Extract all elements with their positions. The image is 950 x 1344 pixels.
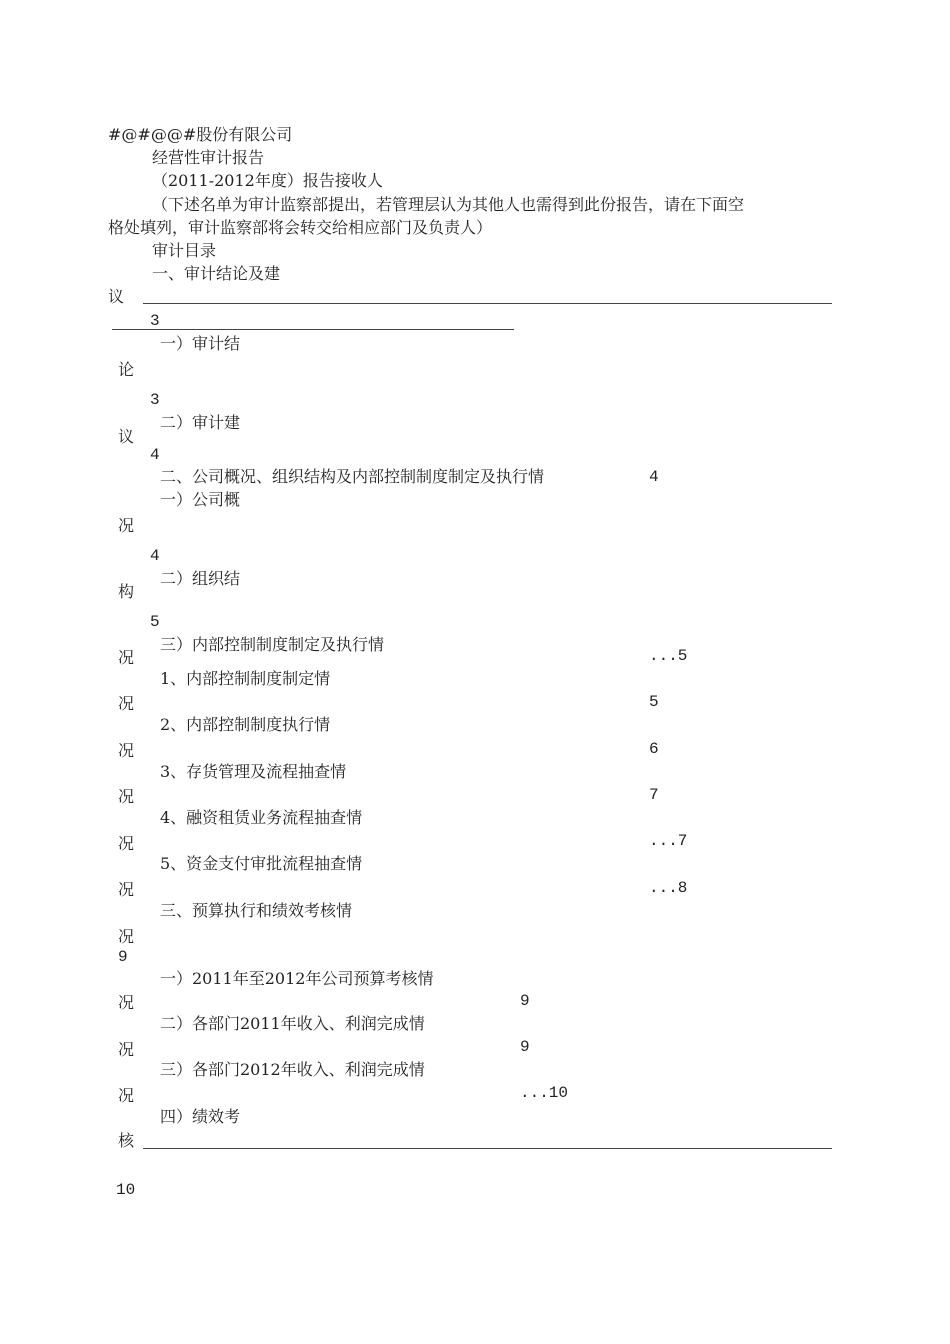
toc-title: 审计目录 bbox=[152, 241, 217, 260]
toc-entry-text[interactable]: 3、存货管理及流程抽查情 bbox=[160, 762, 347, 781]
toc-entry-tail: 议 bbox=[108, 287, 125, 306]
toc-entry-tail: 论 bbox=[118, 360, 135, 379]
company-name: #@#@@#股份有限公司 bbox=[108, 125, 293, 144]
toc-entry-text[interactable]: 4、融资租赁业务流程抽查情 bbox=[160, 808, 363, 827]
toc-entry-text[interactable]: 三、预算执行和绩效考核情 bbox=[160, 901, 353, 920]
toc-entry-text[interactable]: 2、内部控制制度执行情 bbox=[160, 715, 331, 734]
toc-page-number: ...5 bbox=[649, 647, 688, 665]
toc-page-number: 4 bbox=[150, 446, 160, 464]
toc-entry-tail: 况 bbox=[118, 834, 135, 853]
toc-entry-tail: 况 bbox=[118, 741, 135, 760]
receivers-heading: （2011-2012年度）报告接收人 bbox=[152, 171, 383, 190]
toc-entry-text[interactable]: 一）公司概 bbox=[160, 490, 241, 509]
toc-page-number: 10 bbox=[116, 1181, 136, 1199]
toc-entry-text[interactable]: 一）审计结 bbox=[160, 334, 241, 353]
toc-entry-text[interactable]: 一、审计结论及建 bbox=[152, 264, 281, 283]
toc-page-number: 9 bbox=[520, 1038, 530, 1056]
report-title: 经营性审计报告 bbox=[152, 148, 265, 167]
toc-entry-text[interactable]: 二）各部门2011年收入、利润完成情 bbox=[160, 1014, 425, 1033]
toc-entry-tail: 况 bbox=[118, 648, 135, 667]
toc-entry-tail: 况 bbox=[118, 1086, 135, 1105]
toc-page-number: 3 bbox=[150, 391, 160, 409]
toc-page-number: 7 bbox=[649, 786, 659, 804]
toc-page-number: 4 bbox=[649, 468, 659, 486]
toc-entry-text[interactable]: 二）审计建 bbox=[160, 413, 241, 432]
toc-entry-tail: 况 bbox=[118, 1040, 135, 1059]
toc-page-number: 9 bbox=[520, 992, 530, 1010]
toc-entry-tail: 况 bbox=[118, 993, 135, 1012]
toc-page-number: ...8 bbox=[649, 879, 688, 897]
toc-entry-text[interactable]: 二、公司概况、组织结构及内部控制制度制定及执行情 bbox=[160, 467, 545, 486]
toc-page-number: 6 bbox=[649, 740, 659, 758]
toc-entry-tail: 构 bbox=[118, 582, 135, 601]
toc-page-number: 3 bbox=[150, 312, 160, 330]
leader-rule bbox=[112, 329, 514, 330]
toc-entry-text[interactable]: 一）2011年至2012年公司预算考核情 bbox=[160, 969, 434, 988]
toc-entry-text[interactable]: 5、资金支付审批流程抽查情 bbox=[160, 854, 363, 873]
toc-page-number: ...10 bbox=[520, 1084, 569, 1102]
toc-entry-tail: 况 bbox=[118, 927, 135, 946]
toc-entry-text[interactable]: 三）各部门2012年收入、利润完成情 bbox=[160, 1060, 425, 1079]
note-line-2: 格处填列，审计监察部将会转交给相应部门及负责人） bbox=[108, 218, 493, 237]
toc-entry-tail: 议 bbox=[118, 427, 135, 446]
toc-page-number: 5 bbox=[150, 613, 160, 631]
toc-page-number: ...7 bbox=[649, 832, 688, 850]
note-line-1: （下述名单为审计监察部提出，若管理层认为其他人也需得到此份报告，请在下面空 bbox=[152, 195, 745, 214]
toc-page-number: 5 bbox=[649, 693, 659, 711]
leader-rule bbox=[143, 303, 832, 304]
toc-entry-tail: 况 bbox=[118, 787, 135, 806]
toc-entry-text[interactable]: 四）绩效考 bbox=[160, 1107, 241, 1126]
toc-entry-tail: 况 bbox=[118, 880, 135, 899]
toc-page-number: 9 bbox=[118, 948, 128, 966]
toc-entry-tail: 况 bbox=[118, 516, 135, 535]
toc-entry-tail: 核 bbox=[118, 1131, 135, 1150]
toc-entry-tail: 况 bbox=[118, 694, 135, 713]
toc-entry-text[interactable]: 三）内部控制制度制定及执行情 bbox=[160, 635, 385, 654]
toc-page-number: 4 bbox=[150, 547, 160, 565]
leader-rule bbox=[143, 1148, 832, 1149]
toc-entry-text[interactable]: 二）组织结 bbox=[160, 569, 241, 588]
toc-entry-text[interactable]: 1、内部控制制度制定情 bbox=[160, 669, 331, 688]
